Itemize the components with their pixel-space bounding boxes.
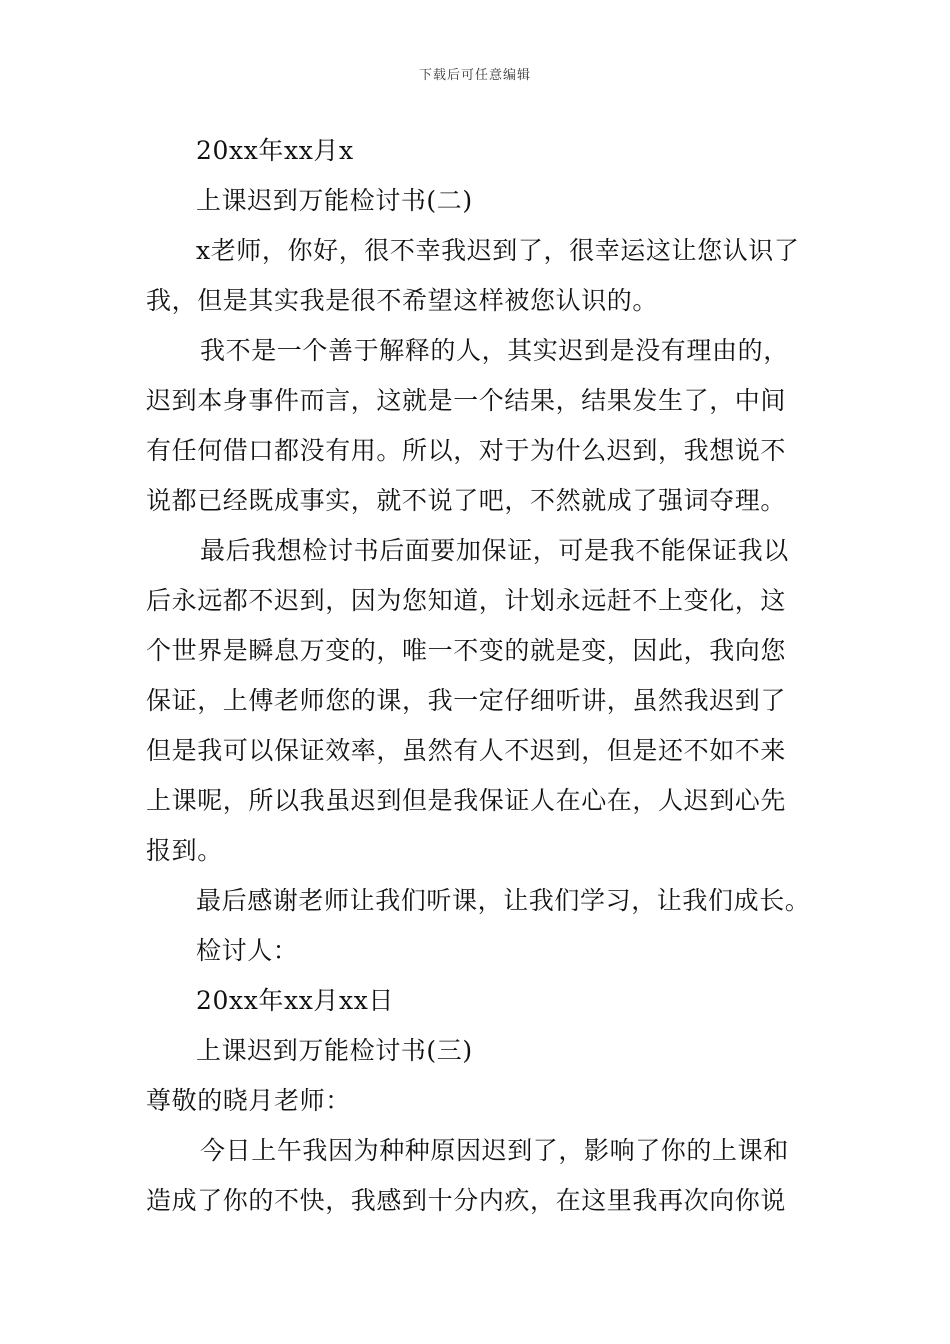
body-line: 上课呢，所以我虽迟到但是我保证人在心在，人迟到心先 [146,786,787,815]
body-line: 我不是一个善于解释的人，其实迟到是没有理由的， [200,336,789,365]
body-line: 今日上午我因为种种原因迟到了，影响了你的上课和 [200,1136,789,1165]
body-line: 但是我可以保证效率，虽然有人不迟到，但是还不如不来 [146,736,787,765]
date-line: 20xx年xx月x [196,136,354,165]
body-line: 迟到本身事件而言，这就是一个结果，结果发生了，中间 [146,386,787,415]
body-line: 最后感谢老师让我们听课，让我们学习，让我们成长。 [196,886,811,915]
section-title-3: 上课迟到万能检讨书(三) [196,1036,473,1065]
signer-label: 检讨人： [196,936,299,965]
body-line: 说都已经既成事实，就不说了吧，不然就成了强词夺理。 [146,486,787,515]
salutation-line: 尊敬的晓月老师： [146,1086,351,1115]
body-line: 我，但是其实我是很不希望这样被您认识的。 [146,286,659,315]
body-line: 有任何借口都没有用。所以，对于为什么迟到，我想说不 [146,436,787,465]
body-line: 后永远都不迟到，因为您知道，计划永远赶不上变化，这 [146,586,787,615]
page-header: 下载后可任意编辑 [418,68,531,83]
body-line: 报到。 [146,836,223,865]
body-line: 个世界是瞬息万变的，唯一不变的就是变，因此，我向您 [146,636,787,665]
date-line: 20xx年xx月xx日 [196,986,395,1015]
salutation-line: x老师，你好，很不幸我迟到了，很幸运这让您认识了 [196,236,800,265]
body-line: 保证，上傅老师您的课，我一定仔细听讲，虽然我迟到了 [146,686,787,715]
body-line: 最后我想检讨书后面要加保证，可是我不能保证我以 [200,536,789,565]
body-line: 造成了你的不快，我感到十分内疚，在这里我再次向你说 [146,1186,787,1215]
section-title-2: 上课迟到万能检讨书(二) [196,186,473,215]
